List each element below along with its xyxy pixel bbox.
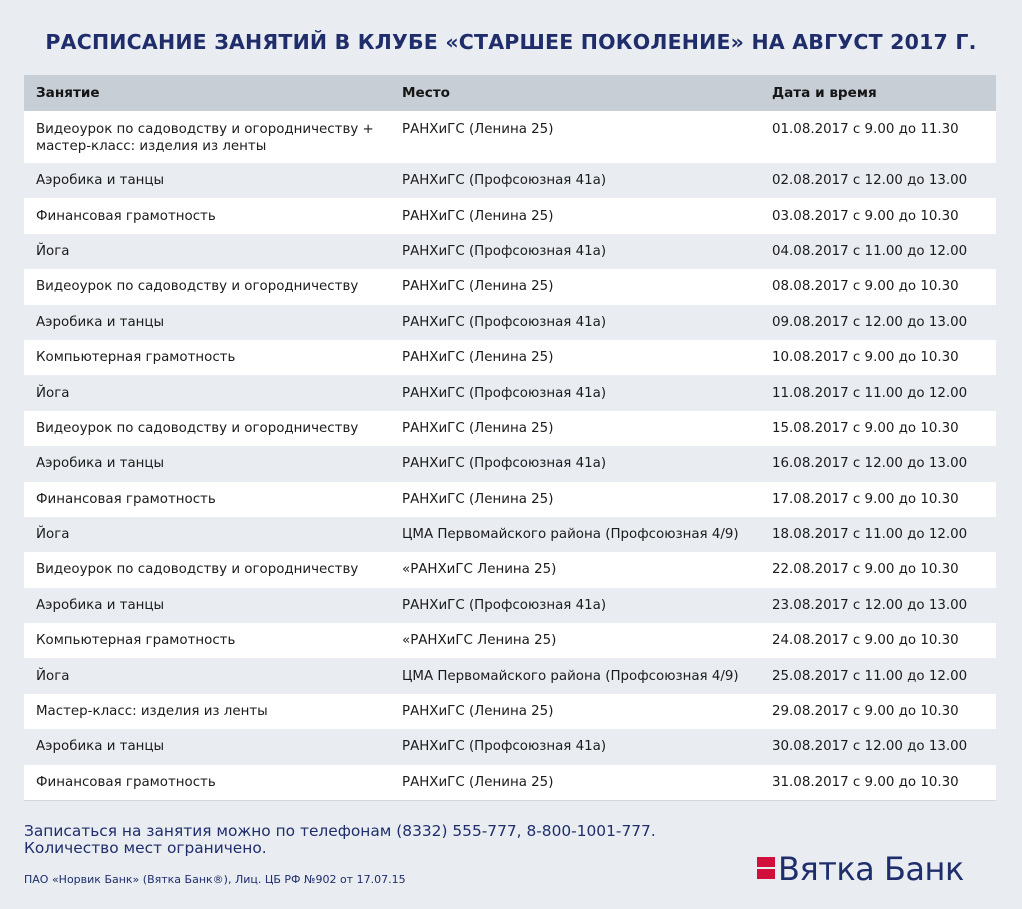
cell-activity: Видеоурок по садоводству и огородничеству: [24, 411, 390, 446]
cell-activity: Видеоурок по садоводству и огородничеству: [24, 269, 390, 304]
cell-activity: Видеоурок по садоводству и огородничеству + мастер-класс: изделия из ленты: [24, 111, 390, 163]
cell-datetime: 11.08.2017 с 11.00 до 12.00: [760, 375, 996, 410]
table-row: [24, 163, 996, 198]
cell-place: РАНХиГС (Ленина 25): [390, 694, 760, 729]
table-row: [24, 340, 996, 375]
cell-datetime: 15.08.2017 с 9.00 до 10.30: [760, 411, 996, 446]
cell-place: ЦМА Первомайского района (Профсоюзная 4/9): [390, 517, 760, 552]
table-row: [24, 482, 996, 517]
cell-activity: Йога: [24, 375, 390, 410]
table-row: [24, 552, 996, 587]
cell-place: РАНХиГС (Ленина 25): [390, 111, 760, 163]
page-title: РАСПИСАНИЕ ЗАНЯТИЙ В КЛУБЕ «СТАРШЕЕ ПОКОЛЕНИЕ» НА АВГУСТ 2017 Г.: [45, 30, 977, 54]
table-row: [24, 623, 996, 658]
cell-datetime: 08.08.2017 с 9.00 до 10.30: [760, 269, 996, 304]
table-row: [24, 234, 996, 269]
logo-mark-top: [757, 857, 775, 867]
cell-activity: Аэробика и танцы: [24, 446, 390, 481]
cell-activity: Мастер-класс: изделия из ленты: [24, 694, 390, 729]
header-activity: Занятие: [24, 75, 390, 111]
table-row: [24, 765, 996, 801]
table-row: [24, 411, 996, 446]
signup-note-limit: Количество мест ограничено.: [24, 839, 267, 857]
cell-activity: Аэробика и танцы: [24, 729, 390, 764]
table-row: [24, 269, 996, 304]
cell-place: РАНХиГС (Профсоюзная 41а): [390, 729, 760, 764]
table-row: [24, 517, 996, 552]
cell-place: РАНХиГС (Ленина 25): [390, 198, 760, 233]
cell-activity: Йога: [24, 658, 390, 693]
cell-datetime: 10.08.2017 с 9.00 до 10.30: [760, 340, 996, 375]
table-row: [24, 588, 996, 623]
cell-datetime: 02.08.2017 с 12.00 до 13.00: [760, 163, 996, 198]
cell-datetime: 25.08.2017 с 11.00 до 12.00: [760, 658, 996, 693]
signup-note: [24, 823, 656, 857]
cell-place: «РАНХиГС Ленина 25): [390, 552, 760, 587]
schedule-table: [24, 75, 996, 801]
table-body: [24, 111, 996, 801]
bank-logo-text: Вятка Банк: [778, 850, 964, 888]
cell-datetime: 23.08.2017 с 12.00 до 13.00: [760, 588, 996, 623]
table-row: [24, 198, 996, 233]
cell-place: РАНХиГС (Профсоюзная 41а): [390, 588, 760, 623]
bank-logo-icon: [757, 853, 775, 885]
cell-place: РАНХиГС (Профсоюзная 41а): [390, 375, 760, 410]
cell-place: РАНХиГС (Профсоюзная 41а): [390, 163, 760, 198]
cell-activity: Финансовая грамотность: [24, 482, 390, 517]
cell-place: РАНХиГС (Профсоюзная 41а): [390, 234, 760, 269]
cell-datetime: 03.08.2017 с 9.00 до 10.30: [760, 198, 996, 233]
cell-datetime: 09.08.2017 с 12.00 до 13.00: [760, 305, 996, 340]
cell-place: РАНХиГС (Профсоюзная 41а): [390, 446, 760, 481]
bank-logo: [757, 849, 964, 889]
table-row: [24, 446, 996, 481]
cell-place: РАНХиГС (Ленина 25): [390, 340, 760, 375]
cell-datetime: 18.08.2017 с 11.00 до 12.00: [760, 517, 996, 552]
signup-note-phones: Записаться на занятия можно по телефонам (8332) 555-777, 8-800-1001-777.: [24, 822, 656, 840]
cell-activity: Финансовая грамотность: [24, 198, 390, 233]
cell-datetime: 22.08.2017 с 9.00 до 10.30: [760, 552, 996, 587]
cell-datetime: 24.08.2017 с 9.00 до 10.30: [760, 623, 996, 658]
cell-datetime: 04.08.2017 с 11.00 до 12.00: [760, 234, 996, 269]
table-row: [24, 694, 996, 729]
cell-datetime: 31.08.2017 с 9.00 до 10.30: [760, 765, 996, 801]
header-place: Место: [390, 75, 760, 111]
table-row: [24, 375, 996, 410]
table-row: [24, 658, 996, 693]
cell-activity: Йога: [24, 517, 390, 552]
cell-activity: Компьютерная грамотность: [24, 623, 390, 658]
header-datetime: Дата и время: [760, 75, 996, 111]
cell-datetime: 17.08.2017 с 9.00 до 10.30: [760, 482, 996, 517]
cell-activity: Аэробика и танцы: [24, 588, 390, 623]
cell-datetime: 16.08.2017 с 12.00 до 13.00: [760, 446, 996, 481]
cell-place: РАНХиГС (Ленина 25): [390, 269, 760, 304]
legal-text: ПАО «Норвик Банк» (Вятка Банк®), Лиц. ЦБ РФ №902 от 17.07.15: [24, 873, 406, 886]
cell-datetime: 30.08.2017 с 12.00 до 13.00: [760, 729, 996, 764]
cell-place: РАНХиГС (Ленина 25): [390, 482, 760, 517]
cell-place: РАНХиГС (Ленина 25): [390, 411, 760, 446]
cell-activity: Аэробика и танцы: [24, 163, 390, 198]
cell-activity: Аэробика и танцы: [24, 305, 390, 340]
cell-activity: Йога: [24, 234, 390, 269]
cell-place: РАНХиГС (Профсоюзная 41а): [390, 305, 760, 340]
cell-activity: Финансовая грамотность: [24, 765, 390, 801]
cell-place: ЦМА Первомайского района (Профсоюзная 4/9): [390, 658, 760, 693]
table-header: [24, 75, 996, 111]
header-row: [24, 75, 996, 111]
cell-activity: Видеоурок по садоводству и огородничеству: [24, 552, 390, 587]
cell-datetime: 29.08.2017 с 9.00 до 10.30: [760, 694, 996, 729]
table-row: [24, 729, 996, 764]
cell-activity: Компьютерная грамотность: [24, 340, 390, 375]
cell-place: РАНХиГС (Ленина 25): [390, 765, 760, 801]
logo-mark-bottom: [757, 869, 775, 879]
cell-datetime: 01.08.2017 с 9.00 до 11.30: [760, 111, 996, 163]
cell-place: «РАНХиГС Ленина 25): [390, 623, 760, 658]
table-row: [24, 305, 996, 340]
table-row: [24, 111, 996, 163]
